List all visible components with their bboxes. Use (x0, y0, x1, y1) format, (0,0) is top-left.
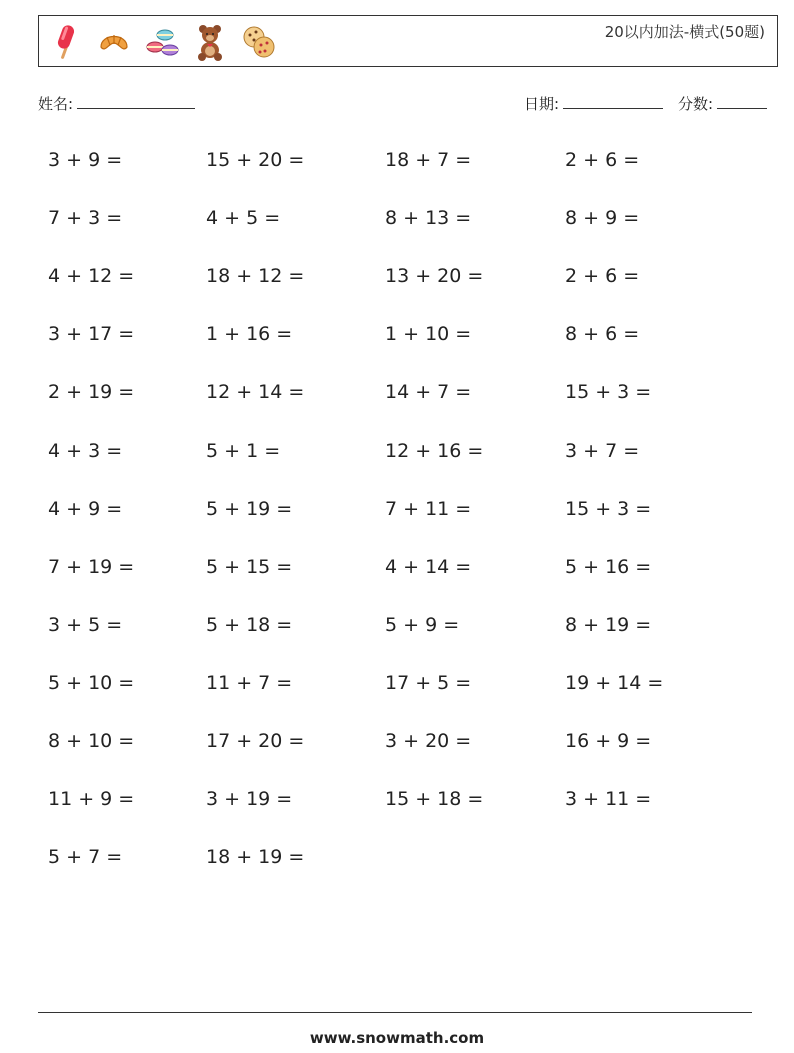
problem-item: 5 + 15 = (206, 555, 293, 578)
problem-item: 16 + 9 = (565, 730, 652, 752)
problem-item: 5 + 19 = (206, 497, 293, 520)
problem-item: 8 + 13 = (385, 207, 472, 230)
problem-item: 1 + 10 = (385, 323, 472, 346)
problem-item: 4 + 9 = (48, 497, 123, 520)
date-label: 日期: (524, 95, 560, 113)
problem-item: 5 + 1 = (206, 439, 281, 462)
problem-item: 8 + 19 = (565, 613, 652, 636)
problem-item: 4 + 3 = (48, 439, 123, 462)
problem-item: 15 + 3 = (565, 497, 652, 520)
problem-item: 7 + 11 = (385, 497, 472, 520)
name-label: 姓名: (38, 95, 74, 113)
problem-item: 7 + 3 = (48, 207, 123, 230)
date-blank[interactable] (563, 94, 663, 109)
problem-item: 3 + 5 = (48, 613, 123, 636)
problem-item: 5 + 16 = (565, 555, 652, 578)
problem-item: 15 + 20 = (206, 149, 305, 171)
website-footer: www.snowmath.com (309, 1029, 485, 1047)
problem-item: 5 + 7 = (48, 846, 123, 869)
problem-item: 8 + 9 = (565, 207, 640, 230)
worksheet-title: 20以内加法-横式(50题) (604, 23, 765, 41)
score-field (678, 93, 767, 114)
problem-item: 3 + 11 = (565, 788, 652, 811)
problem-item: 1 + 16 = (206, 323, 293, 346)
problem-item: 18 + 7 = (385, 149, 472, 171)
problem-item: 8 + 10 = (48, 730, 135, 752)
score-label: 分数: (678, 95, 714, 113)
problem-item: 15 + 18 = (385, 788, 484, 811)
macarons-icon (145, 23, 179, 61)
croissant-icon (97, 23, 131, 61)
teddy-bear-icon (193, 23, 227, 61)
problem-item: 4 + 5 = (206, 207, 281, 230)
problem-item: 2 + 19 = (48, 381, 135, 404)
decorative-icons (49, 22, 275, 62)
problem-item: 3 + 20 = (385, 730, 472, 752)
cookies-icon (241, 23, 275, 61)
problem-item: 11 + 7 = (206, 671, 293, 694)
problem-item: 18 + 19 = (206, 846, 305, 869)
problem-item: 3 + 7 = (565, 439, 640, 462)
problem-item: 12 + 16 = (385, 439, 484, 462)
problem-item: 2 + 6 = (565, 265, 640, 288)
name-blank[interactable] (77, 94, 195, 109)
problem-item: 14 + 7 = (385, 381, 472, 404)
problem-item: 8 + 6 = (565, 323, 640, 346)
problem-item: 5 + 9 = (385, 613, 460, 636)
problem-item: 3 + 17 = (48, 323, 135, 346)
problem-item: 4 + 12 = (48, 265, 135, 288)
problem-item: 11 + 9 = (48, 788, 135, 811)
score-blank[interactable] (717, 94, 767, 109)
footer-divider (38, 1012, 752, 1013)
worksheet-header (38, 15, 778, 67)
problem-item: 12 + 14 = (206, 381, 305, 404)
problem-item: 2 + 6 = (565, 149, 640, 171)
date-field (524, 93, 663, 114)
problem-item: 15 + 3 = (565, 381, 652, 404)
problem-item: 5 + 10 = (48, 671, 135, 694)
problem-item: 13 + 20 = (385, 265, 484, 288)
name-field (38, 93, 195, 114)
problem-item: 3 + 19 = (206, 788, 293, 811)
problem-item: 3 + 9 = (48, 149, 123, 171)
problem-item: 17 + 5 = (385, 671, 472, 694)
problem-item: 17 + 20 = (206, 730, 305, 752)
problem-item: 19 + 14 = (565, 671, 664, 694)
problem-item: 4 + 14 = (385, 555, 472, 578)
problem-item: 7 + 19 = (48, 555, 135, 578)
problem-item: 18 + 12 = (206, 265, 305, 288)
popsicle-icon (49, 23, 83, 61)
problem-item: 5 + 18 = (206, 613, 293, 636)
